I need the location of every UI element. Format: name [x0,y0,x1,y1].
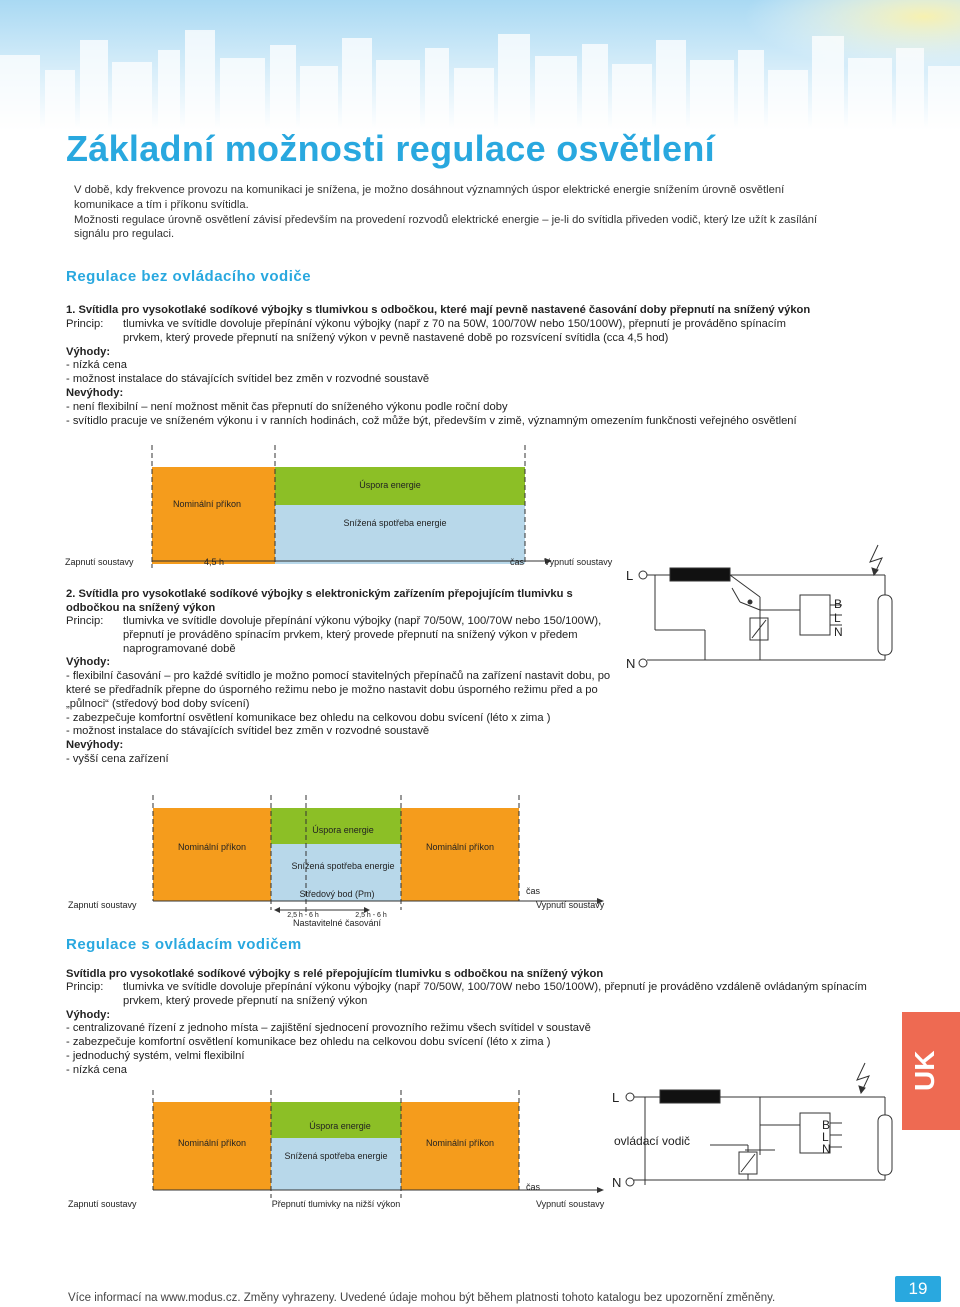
line-N-label: N [626,656,636,671]
nevyhody-label: Nevýhody: [66,386,124,399]
reduced-region [275,505,525,564]
princip-label: Princip: [66,981,104,993]
vyhody-label: Výhody: [66,656,111,669]
page-number: 19 [895,1276,941,1302]
reduced-label: Snížená spotřeba energie [291,861,395,871]
nominal-right-region [401,808,519,901]
on-label: Zapnutí soustavy [68,900,137,910]
reduced-region [271,1138,401,1190]
section-heading: Regulace s ovládacím vodičem [66,936,302,953]
nominal-right-label: Nominální příkon [425,842,495,852]
line-L-label: L [612,1090,620,1105]
on-label: Zapnutí soustavy [68,1199,137,1209]
timing-diagram-2 [60,790,630,930]
timing-diagram-3 [60,1090,630,1220]
terminal-B: B [834,597,843,611]
princip-text: tlumivka ve svítidle dovoluje přepínání výkonu výbojky (např z 70 na 50W, 100/70W nebo 150/100W), přepnutí je prováděno spínacím prvkem, který provede přepnutí na snížený výkon v pevně nastavené době po rozsvícení svítidla (cca 4,5 hod) [123,318,786,344]
intro-paragraph: V době, kdy frekvence provozu na komunikaci je snížena, je možno dosáhnout významných úspor elektrické energie snížením úrovně osvětlení komunikace a tím i příkonu svítidla. [74,184,785,211]
adjustable-label: Nastavitelné časování [292,918,382,928]
list-item: - svítidlo pracuje ve sníženém výkonu i v ranních hodinách, což může být, především v zimě, významným omezením funkčnosti veřejného osvětlení [66,414,797,427]
princip-row [66,615,611,656]
nominal-left-region [153,808,271,901]
section2-title: Svítidla pro vysokotlaké sodíkové výbojky s relé přepojujícím tlumivku s odbočkou na snížený výkon [66,968,604,980]
saving-region [271,1102,401,1138]
terminal-N: N [822,1142,831,1156]
nominal-right-label: Nominální příkon [425,1138,495,1148]
list-item: - zabezpečuje komfortní osvětlení komunikace bez ohledu na celkovou dobu svícení (léto x zima ) [66,711,551,724]
list-item: - vyšší cena zařízení [66,752,169,765]
time-label: čas [510,557,525,567]
side-tab-label: UK [909,1050,940,1092]
list-item: - nízká cena [66,1063,127,1076]
item1-block [66,303,826,428]
footer-text: Více informací na www.modus.cz. Změny vyhrazeny. Uvedené údaje mohou být během platnosti tohoto katalogu bez upozornění změněny. [68,1292,776,1304]
intro-text [74,183,834,242]
list-item: - centralizované řízení z jednoho místa – zajištění sjednocení provozního režimu všech svítidel v soustavě [66,1022,591,1035]
control-wire-label: ovládací vodič [614,1134,691,1148]
reduced-label: Snížená spotřeba energie [284,1151,388,1161]
saving-label: Úspora energie [309,1121,371,1131]
time-label: čas [526,886,541,896]
list-item: - nízká cena [66,359,127,372]
princip-row [66,318,826,346]
list-item: - jednoduchý systém, velmi flexibilní [66,1049,245,1062]
princip-text: tlumivka ve svítidle dovoluje přepínání výkonu výbojky (např 70/50W, 100/70W nebo 150/100W), přepnutí je prováděno spínacím prvkem, který provede přepnutí na snížený výkon v předem naprogramované době [123,615,602,655]
switch-label: Přepnutí tlumivky na nižší výkon [271,1199,401,1209]
off-label: Vypnutí soustavy [536,900,605,910]
circuit-diagram-2 [600,1055,900,1195]
circuit-diagram-1 [620,540,920,680]
timing-diagram-1 [60,440,630,575]
page-title: Základní možnosti regulace osvětlení [66,128,715,169]
section-heading: Regulace bez ovládacího vodiče [66,268,312,285]
list-item: - možnost instalace do stávajících svítidel bez změn v rozvodné soustavě [66,373,430,386]
princip-text: tlumivka ve svítidle dovoluje přepínání výkonu výbojky (např 70/50W, 100/70W nebo 150/100W), přepnutí je prováděno vzdáleně ovládaným spínacím prvkem, který provede přepnutí na snížený výkon [123,981,867,1007]
item2-block [66,587,611,767]
saving-label: Úspora energie [359,480,421,490]
item2-title: 2. Svítidla pro vysokotlaké sodíkové výbojky s elektronickým zařízením přepojujícím tlumivku s odbočkou na snížený výkon [66,588,573,614]
line-N-label: N [612,1175,622,1190]
terminal-L: L [834,611,841,625]
nominal-left-label: Nominální příkon [177,842,247,852]
nevyhody-label: Nevýhody: [66,739,124,752]
terminal-B: B [822,1118,831,1132]
off-label: Vypnutí soustavy [544,557,613,567]
right-range-label: 2,5 h - 6 h [355,912,387,919]
midpoint-label: Středový bod (Pm) [299,889,375,899]
time-label: čas [526,1182,541,1192]
princip-label: Princip: [66,318,104,330]
nominal-left-label: Nominální příkon [177,1138,247,1148]
off-label: Vypnutí soustavy [536,1199,605,1209]
saving-label: Úspora energie [312,825,374,835]
vyhody-label: Výhody: [66,1008,111,1021]
left-range-label: 2,5 h - 6 h [287,912,319,919]
princip-row [66,981,886,1009]
duration-label: 4,5 h [203,557,225,567]
vyhody-label: Výhody: [66,345,111,358]
line-L-label: L [626,568,634,583]
princip-label: Princip: [66,615,104,627]
item1-title: 1. Svítidla pro vysokotlaké sodíkové výbojky s tlumivkou s odbočkou, které mají pevně nastavené časování doby přepnutí na snížený výkon [66,304,811,316]
skyline-header [0,0,960,130]
on-label: Zapnutí soustavy [65,557,134,567]
list-item: - zabezpečuje komfortní osvětlení komunikace bez ohledu na celkovou dobu svícení (léto x zima ) [66,1036,551,1049]
list-item: - flexibilní časování – pro každé svítidlo je možno pomocí stavitelných přepínačů na zařízení nastavit dobu, po které se předřadník přepne do úsporného režimu nebo je možno nastavit dobu úsporného režimu před a po „půlnoci“ (středový bod doby svícení) [66,670,611,710]
reduced-label: Snížená spotřeba energie [343,518,447,528]
list-item: - možnost instalace do stávajících svítidel bez změn v rozvodné soustavě [66,725,430,738]
nominal-label: Nominální příkon [172,499,242,509]
terminal-N: N [834,625,843,639]
list-item: - není flexibilní – není možnost měnit čas přepnutí do sníženého výkonu podle roční doby [66,400,508,413]
intro-paragraph: Možnosti regulace úrovně osvětlení závisí především na provedení rozvodů elektrické energie – je-li do svítidla přiveden vodič, který lze užít k zasílání signálu pro regulaci. [74,213,818,241]
terminal-L: L [822,1130,829,1144]
